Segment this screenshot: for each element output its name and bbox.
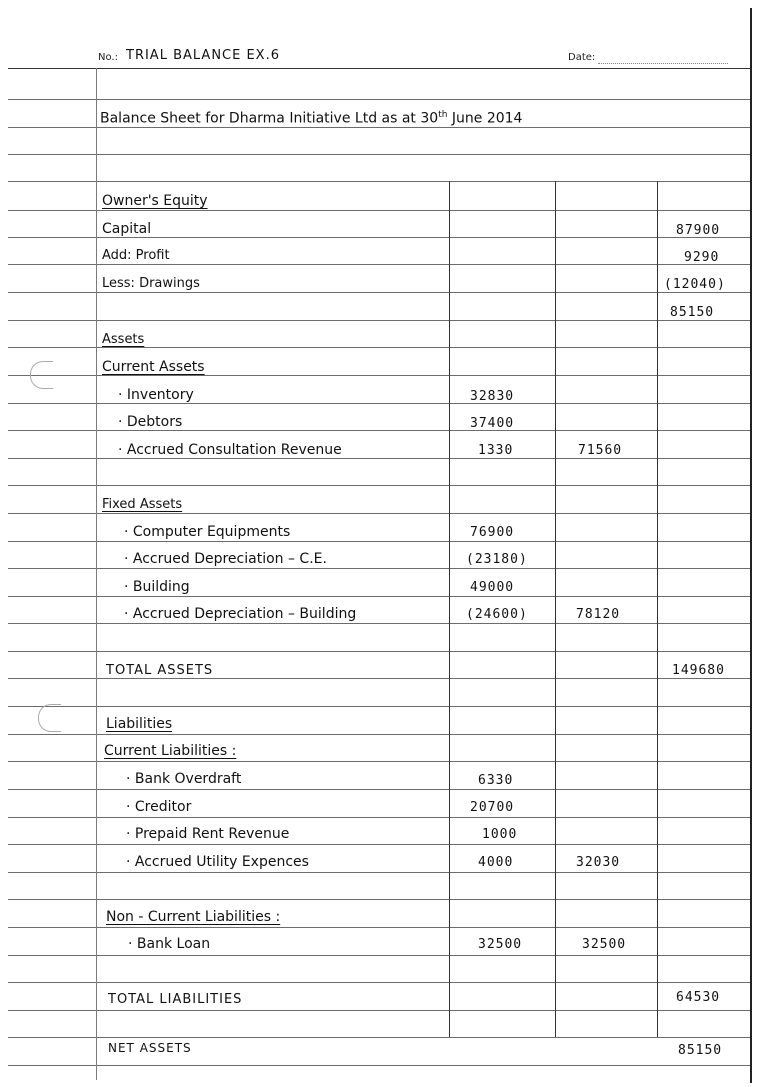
current-assets-subtotal: 71560 [578,443,623,458]
ruled-line [8,872,752,873]
net-assets-label: NET ASSETS [108,1041,192,1055]
title-text: Balance Sheet for Dharma Initiative Ltd as at 30 [100,110,439,127]
noncurrent-liabilities-subtotal: 32500 [582,937,627,952]
ruled-line [8,623,752,624]
fixed-assets-heading: Fixed Assets [102,497,183,512]
ruled-line [8,541,752,542]
asset-item-amount: (24600) [466,607,528,622]
equity-row-amount: 9290 [684,250,720,265]
ruled-line [8,1010,752,1011]
assets-heading: Assets [102,332,145,347]
ruled-line [8,154,752,155]
column-line-2 [555,181,556,1037]
ruled-line [8,99,752,100]
ruled-line [8,485,752,486]
total-assets-amount: 149680 [672,663,725,678]
binder-hole [30,361,53,389]
asset-item-label: · Building [124,579,190,595]
ruled-line [8,458,752,459]
title-date: June 2014 [451,110,523,127]
no-label: No.: [98,52,118,63]
fixed-assets-subtotal: 78120 [576,607,621,622]
equity-row-amount: 87900 [676,223,721,238]
ruled-line [8,596,752,597]
ruled-line [8,899,752,900]
asset-item-label: · Inventory [118,387,194,403]
total-liabilities-amount: 64530 [676,990,721,1005]
ruled-line [8,1037,752,1038]
ruled-line [8,320,752,321]
equity-row-label: Add: Profit [102,248,170,263]
ruled-line [8,430,752,431]
current-liabilities-subtotal: 32030 [576,855,621,870]
equity-total: 85150 [670,305,715,320]
liability-item-label: · Bank Loan [128,936,211,952]
ruled-line [8,375,752,376]
ruled-line [8,817,752,818]
liabilities-heading: Liabilities [106,716,173,732]
ruled-line [8,68,752,69]
date-line [598,63,728,64]
ruled-line [8,982,752,983]
asset-item-amount: (23180) [466,552,528,567]
equity-row-amount: (12040) [664,277,726,292]
ruled-line [8,237,752,238]
ruled-line [8,706,752,707]
liability-item-amount: 32500 [478,937,523,952]
liability-item-amount: 20700 [470,800,515,815]
asset-item-amount: 1330 [478,443,514,458]
ruled-line [8,678,752,679]
liability-item-label: · Creditor [126,799,192,815]
asset-item-amount: 76900 [470,525,515,540]
ruled-line [8,568,752,569]
ruled-line [8,513,752,514]
current-assets-heading: Current Assets [102,359,205,375]
noncurrent-liabilities-heading: Non - Current Liabilities : [106,909,281,925]
ruled-line [8,210,752,211]
liability-item-amount: 6330 [478,773,514,788]
binder-hole [38,704,61,732]
ruled-line [8,734,752,735]
equity-row-label: Capital [102,221,152,237]
ruled-line [8,1065,752,1066]
liability-item-label: · Bank Overdraft [126,771,242,787]
ruled-line [8,264,752,265]
total-assets-label: TOTAL ASSETS [106,663,214,678]
title-superscript: th [438,110,448,120]
date-label: Date: [568,52,596,63]
ruled-line [8,955,752,956]
asset-item-label: · Accrued Depreciation – Building [124,606,357,622]
ruled-line [8,403,752,404]
sheet-reference: TRIAL BALANCE EX.6 [126,48,280,63]
net-assets-amount: 85150 [678,1043,723,1058]
ruled-line [8,347,752,348]
liability-item-label: · Prepaid Rent Revenue [126,826,290,842]
page-title [100,110,522,127]
column-line-3 [657,181,658,1037]
liability-item-amount: 1000 [482,827,518,842]
ruled-line [8,292,752,293]
liability-item-amount: 4000 [478,855,514,870]
ruled-line [8,789,752,790]
ruled-line [8,761,752,762]
page-edge [750,8,752,1083]
total-liabilities-label: TOTAL LIABILITIES [108,992,243,1007]
liability-item-label: · Accrued Utility Expences [126,854,309,870]
asset-item-label: · Accrued Consultation Revenue [118,442,342,458]
ruled-line [8,127,752,128]
margin-line [96,68,97,1080]
asset-item-label: · Debtors [118,414,183,430]
asset-item-amount: 37400 [470,416,515,431]
current-liabilities-heading: Current Liabilities : [104,743,237,759]
ruled-line [8,181,752,182]
owners-equity-heading: Owner's Equity [102,193,208,209]
column-line-1 [449,181,450,1037]
ruled-line [8,927,752,928]
equity-row-label: Less: Drawings [102,276,200,291]
asset-item-amount: 32830 [470,389,515,404]
ruled-line [8,651,752,652]
asset-item-amount: 49000 [470,580,515,595]
asset-item-label: · Accrued Depreciation – C.E. [124,551,327,567]
ruled-line [8,844,752,845]
asset-item-label: · Computer Equipments [124,524,291,540]
